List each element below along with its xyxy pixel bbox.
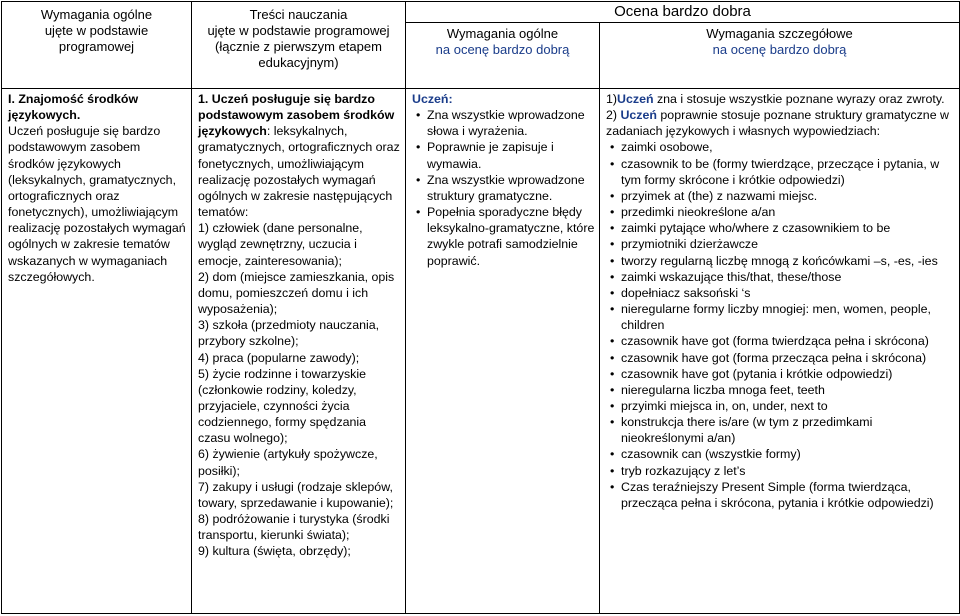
list-item: • przyimki miejsca in, on, under, next to xyxy=(606,398,955,414)
topic-item: 9) kultura (święta, obrzędy); xyxy=(198,544,351,559)
general-requirements-text: Uczeń posługuje się bardzo podstawowym zasobem środków językowych (leksykalnych, gramatycznych, ortograficznych oraz fonetycznych), umożliwiającym realizację pozostałych wymagań ogólnych w zakresie tematów wskazanych w wymaganiach szczegółowych. xyxy=(8,124,186,284)
list-item: • czasownik to be (formy twierdzące, przeczące i pytania, w tym formy skrócone i krótkie odpowiedzi) xyxy=(606,156,955,188)
teaching-content-cell xyxy=(192,89,406,614)
topic-item: 2) dom (miejsce zamieszkania, opis domu, pomieszczeń domu i ich wyposażenia); xyxy=(198,269,395,317)
list-item: • konstrukcja there is/are (w tym z przedimkami nieokreślonymi a/an) xyxy=(606,414,955,446)
list-item: • tworzy regularną liczbę mnogą z końcówkami –s, -es, -ies xyxy=(606,253,955,269)
topic-item: 7) zakupy i usługi (rodzaje sklepów, towary, sprzedawanie i kupowanie); xyxy=(198,479,394,510)
requirement-paragraph-1: 1)Uczeń zna i stosuje wszystkie poznane wyrazy oraz zwroty. xyxy=(606,92,945,106)
list-item: • zaimki wskazujące this/that, these/those xyxy=(606,269,955,285)
list-item: • czasownik have got (forma przecząca pełna i skrócona) xyxy=(606,350,955,366)
topic-item: 6) żywienie (artykuły spożywcze, posiłki); xyxy=(198,447,378,478)
topic-item: 4) praca (popularne zawody); xyxy=(198,350,360,365)
detailed-grade-requirements-cell xyxy=(600,89,960,614)
list-item: • Zna wszystkie wprowadzone słowa i wyrażenia. xyxy=(412,107,595,139)
topic-item: 3) szkoła (przedmioty nauczania, przybory szkolne); xyxy=(198,318,380,349)
header-general-requirements: Wymagania ogólne ujęte w podstawie programowej xyxy=(2,2,192,89)
topic-item: 1) człowiek (dane personalne, wygląd zewnętrzny, uczucia i emocje, zainteresowania); xyxy=(198,221,363,268)
header-teaching-content: Treści nauczania ujęte w podstawie programowej (łącznie z pierwszym etapem edukacyjnym) xyxy=(192,2,406,89)
list-item: • dopełniacz saksoński ‘s xyxy=(606,285,955,301)
general-grade-requirements-cell xyxy=(406,89,600,614)
requirements-table xyxy=(1,1,960,614)
list-item: • nieregularne formy liczby mnogiej: men, women, people, children xyxy=(606,301,955,333)
header-grade-group: Ocena bardzo dobra xyxy=(406,2,960,23)
topic-item: 5) życie rodzinne i towarzyskie (członkowie rodziny, koledzy, przyjaciele, czynności życia codziennego, formy spędzania czasu wolnego); xyxy=(198,366,367,446)
general-grade-list xyxy=(412,107,595,269)
header-general-requirements-grade: Wymagania ogólne na ocenę bardzo dobrą xyxy=(406,23,600,89)
list-item: • Czas teraźniejszy Present Simple (forma twierdząca, przecząca pełna i skrócona, pytania i krótkie odpowiedzi) xyxy=(606,479,955,511)
student-label: Uczeń: xyxy=(412,92,453,106)
list-item: • czasownik have got (pytania i krótkie odpowiedzi) xyxy=(606,366,955,382)
list-item: • zaimki pytające who/where z czasownikiem to be xyxy=(606,220,955,236)
list-item: • przymiotniki dzierżawcze xyxy=(606,236,955,252)
list-item: • Popełnia sporadyczne błędy leksykalno-gramatyczne, które zwykle potrafi samodzielnie poprawić. xyxy=(412,204,595,269)
list-item: • czasownik can (wszystkie formy) xyxy=(606,446,955,462)
list-item: • zaimki osobowe, xyxy=(606,139,955,155)
list-item: • tryb rozkazujący z let’s xyxy=(606,463,955,479)
list-item: • nieregularna liczba mnoga feet, teeth xyxy=(606,382,955,398)
list-item: • czasownik have got (forma twierdząca pełna i skrócona) xyxy=(606,333,955,349)
general-requirements-cell xyxy=(2,89,192,614)
list-item: • przyimek at (the) z nazwami miejsc. xyxy=(606,188,955,204)
teaching-content-intro: 1. Uczeń posługuje się bardzo podstawowym zasobem środków językowych: leksykalnych, gramatycznych, ortograficznych oraz fonetycznych, umożliwiającym realizację pozostałych wymagań ogólnych w zakresie następujących tematów: xyxy=(198,92,400,220)
topic-item: 8) podróżowanie i turystyka (środki transportu, kierunki świata); xyxy=(198,512,390,543)
list-item: • Zna wszystkie wprowadzone struktury gramatyczne. xyxy=(412,172,595,204)
header-detailed-requirements-grade: Wymagania szczegółowe na ocenę bardzo dobrą xyxy=(600,23,960,89)
requirement-paragraph-2: 2) Uczeń poprawnie stosuje poznane struktury gramatyczne w zadaniach językowych i własnych wypowiedziach: xyxy=(606,108,949,139)
list-item: • Poprawnie je zapisuje i wymawia. xyxy=(412,139,595,171)
list-item: • przedimki nieokreślone a/an xyxy=(606,204,955,220)
grammar-structures-list xyxy=(606,139,955,511)
topics-list xyxy=(198,220,401,559)
language-knowledge-heading: I. Znajomość środków językowych. xyxy=(8,92,139,123)
